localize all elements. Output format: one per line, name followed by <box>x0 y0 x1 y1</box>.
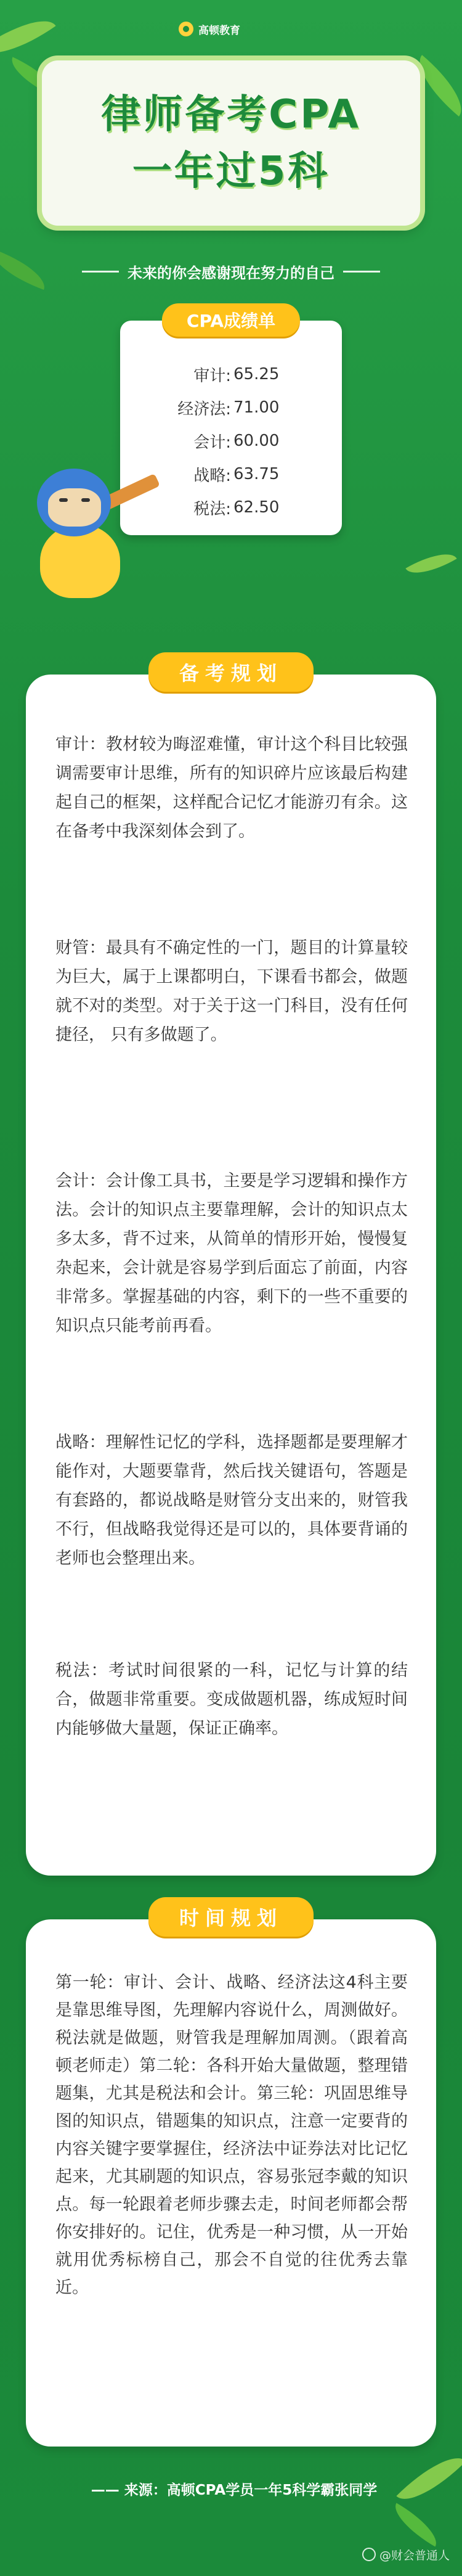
mascot-face <box>48 488 101 527</box>
mascot-eye <box>81 498 90 502</box>
study-plan-heading: 备考规划 <box>148 652 314 692</box>
score-label: 战略: <box>193 466 231 485</box>
watermark-text: @财会普通人 <box>379 2548 450 2562</box>
divider <box>82 271 119 273</box>
plan-paragraph-audit: 审计：教材较为晦涩难懂，审计这个科目比较强调需要审计思维，所有的知识碎片应该最后构建起自己的框架，这样配合记忆才能游刃有余。这在备考中我深刻体会到了。 <box>55 735 408 841</box>
page-title-line-1: 律师备考CPA <box>101 92 361 137</box>
watermark <box>362 2545 450 2564</box>
brand-logo <box>179 20 283 38</box>
plan-paragraph-strategy: 战略：理解性记忆的学科，选择题都是要理解才能作对，大题要靠背，然后找关键语句，答题是有套路的，都说战略是财管分支出来的，财管我不行，但战略我觉得还是可以的，具体要背诵的老师也会整理出来。 <box>55 1433 408 1568</box>
score-value: 71.00 <box>233 398 280 417</box>
mascot-illustration <box>12 456 166 604</box>
brand-name: 高顿教育 <box>198 24 240 37</box>
score-label: 税法: <box>193 499 231 519</box>
score-label: 审计: <box>193 366 231 385</box>
plan-paragraph-financial-management: 财管：最具有不确定性的一门，题目的计算量较为巨大，属于上课都明白，下课看书都会，做题就不对的类型。对于关于这一门科目，没有任何捷径， 只有多做题了。 <box>55 938 408 1044</box>
time-plan-panel <box>26 1906 436 2447</box>
title-board <box>42 60 420 226</box>
score-value: 60.00 <box>233 432 280 450</box>
watermark-icon <box>362 2548 376 2561</box>
score-row-audit <box>120 358 342 391</box>
slogan <box>59 259 403 284</box>
leaf-decoration <box>405 544 456 583</box>
score-value: 63.75 <box>233 465 280 483</box>
plan-paragraph-tax-law: 税法：考试时间很紧的一科，记忆与计算的结合，做题非常重要。变成做题机器，练成短时间内能够做大量题，保证正确率。 <box>55 1661 408 1738</box>
logo-icon <box>179 22 193 36</box>
score-row-economic-law <box>120 391 342 424</box>
score-value: 65.25 <box>233 365 280 384</box>
study-plan-panel <box>26 662 436 1876</box>
time-plan-paragraph: 第一轮：审计、会计、战略、经济法这4科主要是靠思维导图，先理解内容说什么，周测做好。税法就是做题，财管我是理解加周测。（跟着高顿老师走）第二轮：各科开始大量做题，整理错题集，尤其是税法和会计。第三轮：巩固思维导图的知识点，错题集的知识点，注意一定要背的内容关键字要掌握住，经济法中证券法对比记忆起来，尤其刷题的知识点，容易张冠李戴的知识点。每一轮跟着老师步骤去走，时间老师都会帮你安排好的。记住，优秀是一种习惯，从一开始就用优秀标榜自己，那会不自觉的往优秀去靠近。 <box>55 1973 408 2297</box>
score-label: 会计: <box>193 433 231 452</box>
mascot-eye <box>59 498 68 502</box>
slogan-text: 未来的你会感谢现在努力的自己 <box>128 264 334 282</box>
leaf-decoration <box>0 6 56 68</box>
divider <box>343 271 380 273</box>
leaf-decoration <box>0 249 51 290</box>
source-credit: —— 来源：高顿CPA学员一年5科学霸张同学 <box>91 2482 378 2498</box>
time-plan-heading: 时间规划 <box>148 1897 314 1937</box>
score-value: 62.50 <box>233 498 280 517</box>
score-row-accounting <box>120 424 342 457</box>
page-title-line-2: 一年过5科 <box>132 149 330 194</box>
score-card-heading: CPA成绩单 <box>162 303 300 337</box>
leaf-decoration <box>387 2503 445 2547</box>
score-label: 经济法: <box>177 400 231 419</box>
plan-paragraph-accounting: 会计：会计像工具书，主要是学习逻辑和操作方法。会计的知识点主要靠理解，会计的知识点太多太多，背不过来，从简单的情形开始，慢慢复杂起来，会计就是容易学到后面忘了前面，内容非常多。掌握基础的内容，剩下的一些不重要的知识点只能考前再看。 <box>55 1171 408 1335</box>
